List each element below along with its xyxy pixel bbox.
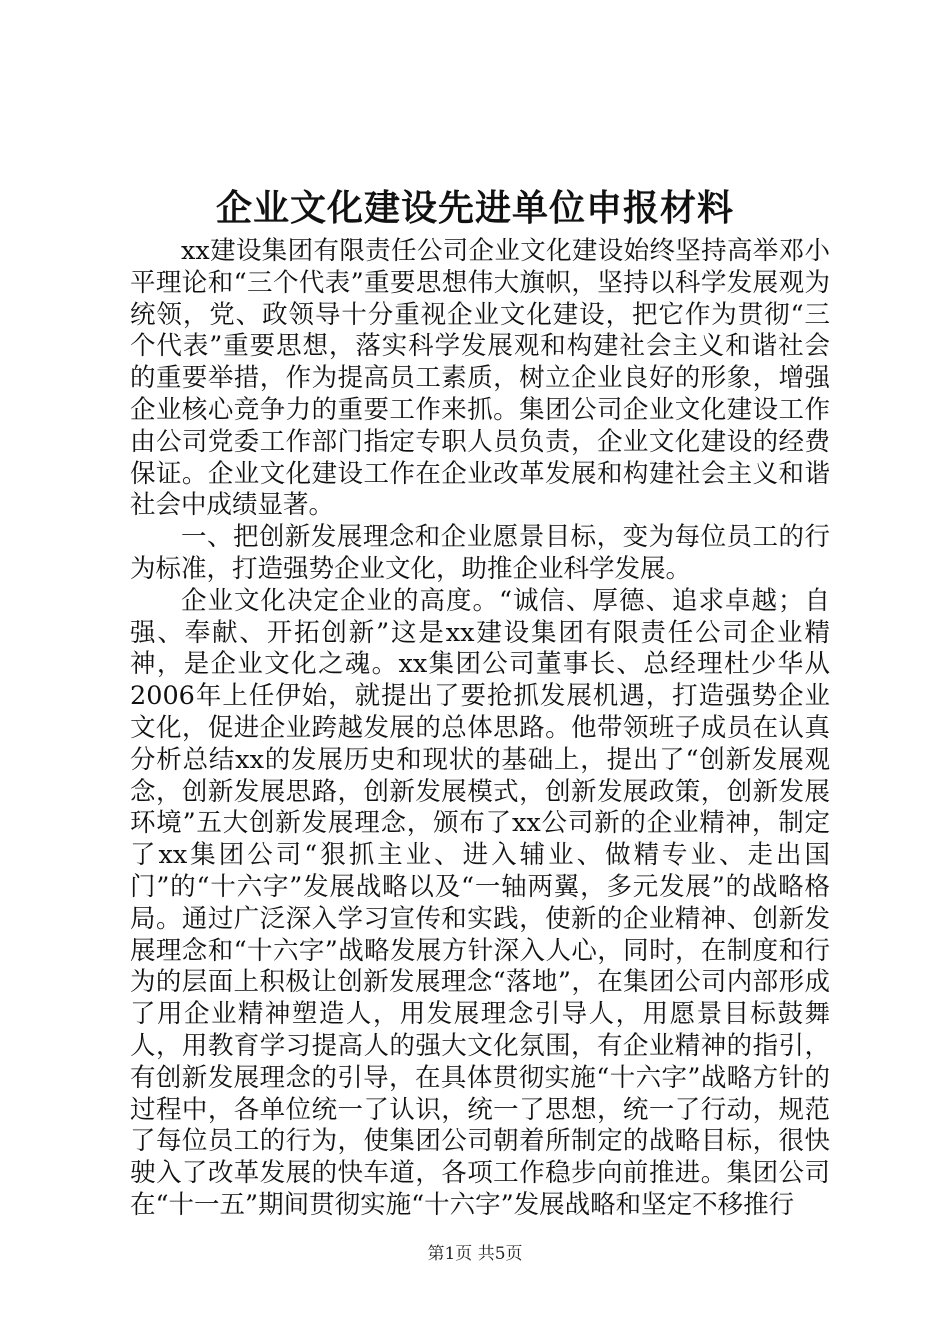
paragraph-section-heading: 一、把创新发展理念和企业愿景目标，变为每位员工的行为标准，打造强势企业文化，助推企业科学发展。 <box>130 522 830 584</box>
document-title: 企业文化建设先进单位申报材料 <box>215 187 734 229</box>
paragraph-intro: xx建设集团有限责任公司企业文化建设始终坚持高举邓小平理论和“三个代表”重要思想伟大旗帜，坚持以科学发展观为统领，党、政领导十分重视企业文化建设，把它作为贯彻“三个代表”重要思想，落实科学发展观和构建社会主义和谐社会的重要举措，作为提高员工素质，树立企业良好的形象，增强企业核心竞争力的重要工作来抓。集团公司企业文化建设工作由公司党委工作部门指定专职人员负责，企业文化建设的经费保证。企业文化建设工作在企业改革发展和构建社会主义和谐社会中成绩显著。 <box>130 236 830 521</box>
paragraph-culture: 企业文化决定企业的高度。“诚信、厚德、追求卓越；自强、奉献、开拓创新”这是xx建设集团有限责任公司企业精神，是企业文化之魂。xx集团公司董事长、总经理杜少华从2006年上任伊始，就提出了要抢抓发展机遇，打造强势企业文化，促进企业跨越发展的总体思路。他带领班子成员在认真分析总结xx的发展历史和现状的基础上，提出了“创新发展观念，创新发展思路，创新发展模式，创新发展政策，创新发展环境”五大创新发展理念，颁布了xx公司新的企业精神，制定了xx集团公司“狠抓主业、进入辅业、做精专业、走出国门”的“十六字”发展战略以及“一轴两翼，多元发展”的战略格局。通过广泛深入学习宣传和实践，使新的企业精神、创新发展理念和“十六字”战略发展方针深入人心，同时，在制度和行为的层面上积极让创新发展理念“落地”，在集团公司内部形成了用企业精神塑造人，用发展理念引导人，用愿景目标鼓舞人，用教育学习提高人的强大文化氛围，有企业精神的指引，有创新发展理念的引导，在具体贯彻实施“十六字”战略方针的过程中，各单位统一了认识，统一了思想，统一了行动，规范了每位员工的行为，使集团公司朝着所制定的战略目标，很快驶入了改革发展的快车道，各项工作稳步向前推进。集团公司在“十一五”期间贯彻实施“十六字”发展战略和坚定不移推行 <box>130 585 830 1220</box>
document-body <box>130 236 830 1222</box>
page-footer: 第1页 共5页 <box>427 1244 523 1264</box>
